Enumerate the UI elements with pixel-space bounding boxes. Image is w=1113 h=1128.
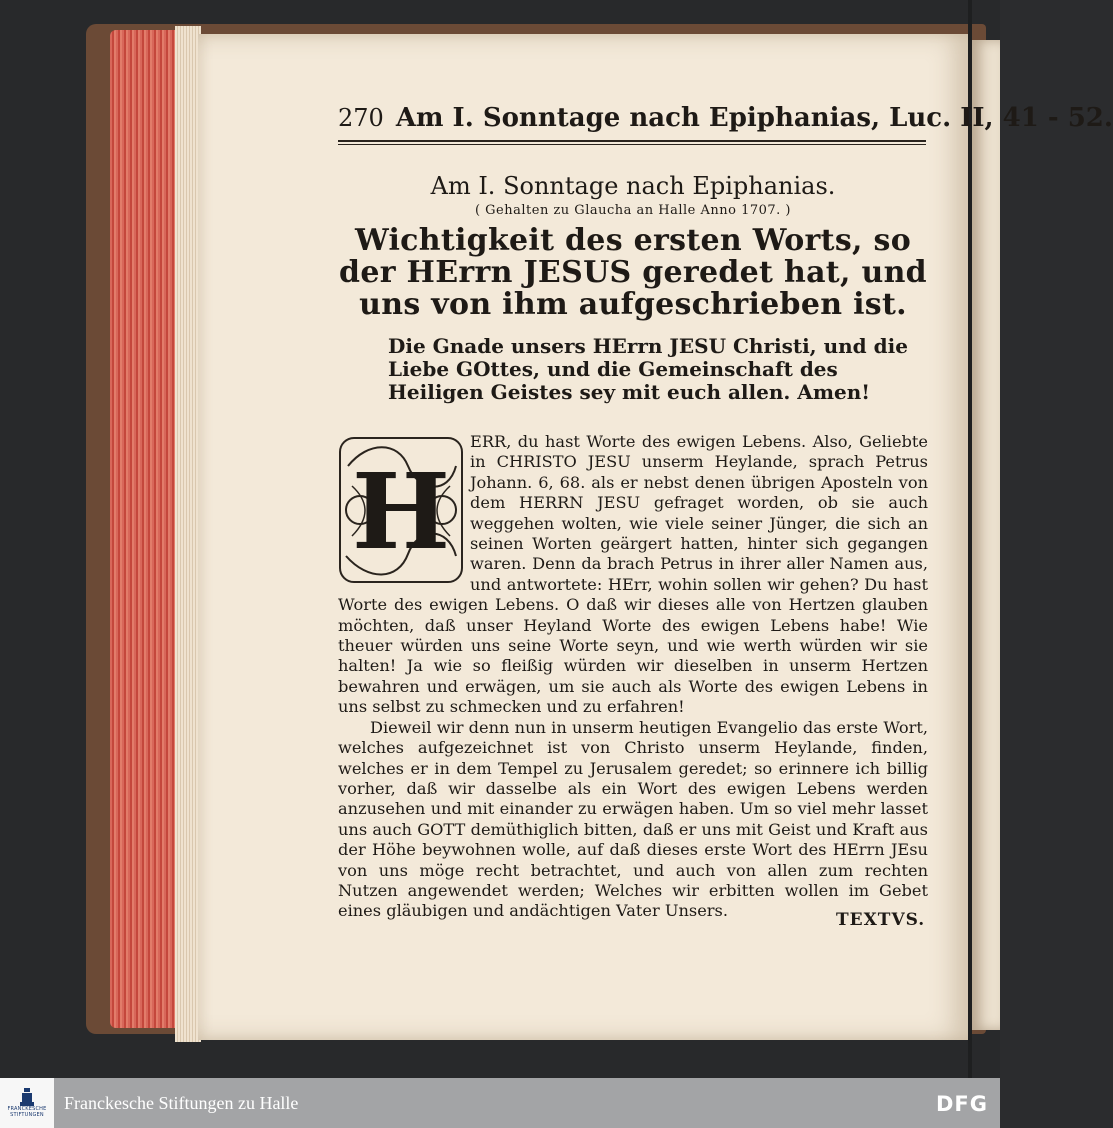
running-head [338,100,1113,136]
franckesche-logo[interactable] [0,1078,54,1128]
footer-bar [0,1078,1000,1128]
facing-page-edge [972,40,1000,1030]
header-rule [338,140,926,145]
red-fore-edge [110,30,180,1028]
main-title: Wichtigkeit des ersten Worts, so der HErrn JESUS geredet hat, und uns von ihm aufgeschrieben ist. [339,223,927,322]
catchword: TEXTVS. [836,910,926,930]
page-number: 270 [338,104,384,132]
running-head-title: Am I. Sonntage nach Epiphanias, Luc. II, 41 - 52. [395,103,1113,133]
paragraph-1: ERR, du hast Worte des ewigen Lebens. Also, Geliebte in CHRISTO JESU unserm Heylande, sprach Petrus Johann. 6, 68. als er nebst denen übrigen Aposteln von dem HERRN JESU gefraget worden, ob sie auch weggehen wolten, wie viele seiner Jünger, die sich an seinen Worten geärgert hatten, hinter sich gegangen waren. Denn da brach Petrus in ihrer aller Namen aus, und antwortete: HErr, wohin sollen wir gehen? Du hast Worte des ewigen Lebens. O daß wir dieses alle von Hertzen glauben möchten, daß unser Heyland Worte des ewigen Lebens habe! Wie theuer würden uns seine Worte seyn, und wie werth würden wir sie halten! Ja wie so fleißig würden wir dieselben in unserm Hertzen bewahren und erwägen, um sie auch als Worte des ewigen Lebens in uns selbst zu schmecken und zu erfahren! [338,432,928,717]
sermon-occasion: ( Gehalten zu Glaucha an Halle Anno 1707. ) [474,203,792,218]
scan-edge-line [968,0,972,1078]
svg-text:H: H [351,450,451,573]
dfg-logo[interactable]: DFG [935,1092,988,1116]
institution-name[interactable]: Franckesche Stiftungen zu Halle [64,1092,299,1113]
institution-emblem-icon [20,1088,34,1106]
blessing: Die Gnade unsers HErrn JESU Christi, und die Liebe GOttes, und die Gemeinschaft des Heiligen Geistes sey mit euch allen. Amen! [388,334,908,404]
sermon-body [338,432,928,922]
sermon-title: Am I. Sonntage nach Epiphanias. [430,172,836,200]
logo-text: FRANCKESCHE STIFTUNGEN [7,1106,47,1118]
ornamental-initial-h-icon [338,436,464,584]
paragraph-2: Dieweil wir denn nun in unserm heutigen Evangelio das erste Wort, welches aufgezeichnet ist von Christo unserm Heylande, finden, welches er in dem Tempel zu Jerusalem geredet; so erinnere ich billig vorher, daß wir dasselbe als ein Wort des ewigen Lebens werden anzusehen und mit einander zu erwägen haben. Um so viel mehr lasset uns auch GOTT demüthiglich bitten, daß er uns mit Geist und Kraft aus der Höhe beywohnen wolle, auf daß dieses erste Wort des HErrn JEsu von uns möge recht betrachtet, und auch von allen zum rechten Nutzen angewendet werden; Welches wir erbitten wollen im Gebet eines gläubigen und andächtigen Vater Unsers. [338,717,928,921]
page-content [338,100,1113,922]
